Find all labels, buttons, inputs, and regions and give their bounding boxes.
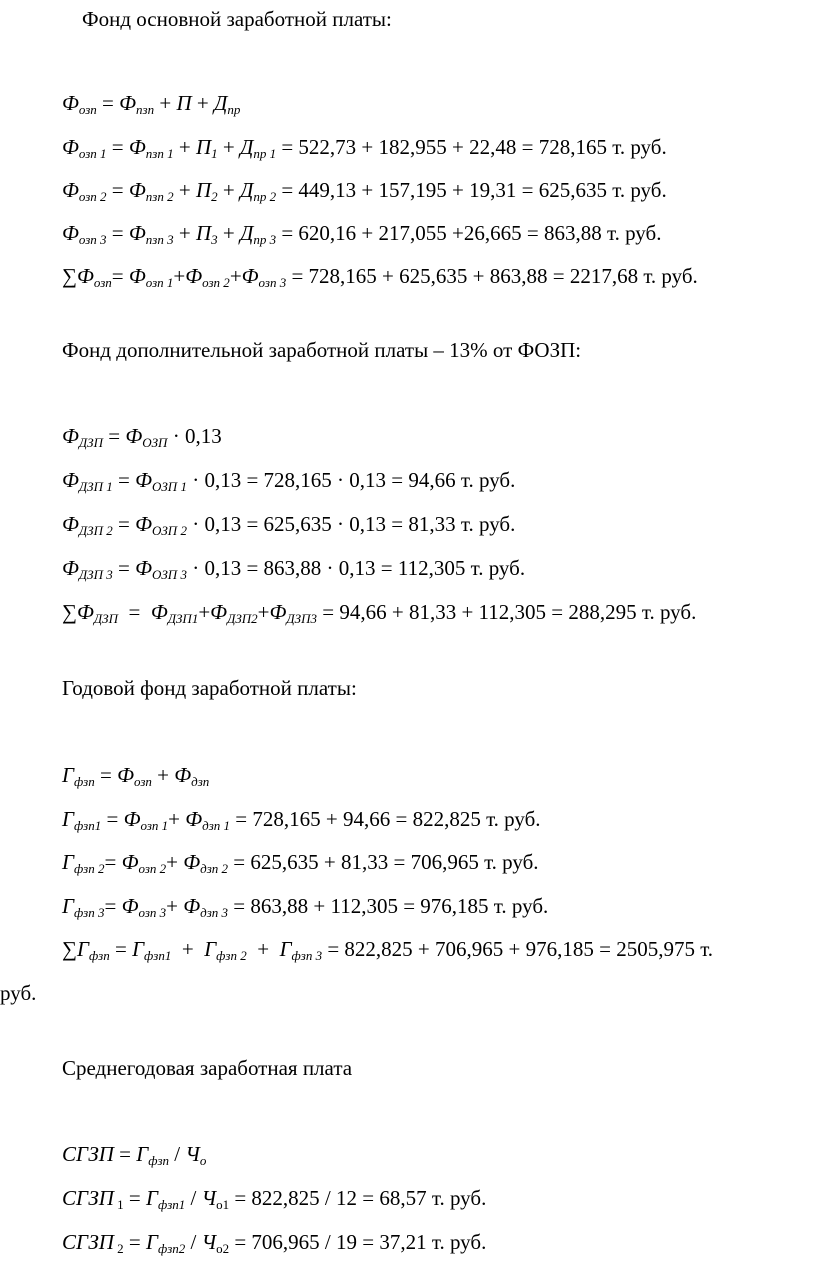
formula-part: / <box>185 1230 202 1254</box>
formula-part: озп 2 <box>138 861 167 876</box>
formula-part: СГЗП <box>62 1230 114 1254</box>
formula-line <box>62 555 525 581</box>
formula-part: Ф <box>62 424 79 448</box>
formula-part: Д <box>213 91 228 115</box>
formula-part: + <box>166 850 184 874</box>
formula-part: Ф <box>241 264 259 288</box>
formula-part: = 620,16 + 217,055 +26,665 = 863,88 т. руб. <box>276 221 662 245</box>
formula-part: фзп 3 <box>73 905 105 920</box>
formula-part: фзп2 <box>157 1241 186 1256</box>
formula-part: = <box>112 556 136 580</box>
formula-part: Ф <box>121 894 139 918</box>
formula-part: / <box>169 1142 186 1166</box>
formula-line <box>62 893 548 919</box>
formula-part: ДЗП2 <box>227 611 258 626</box>
formula-part: · 0,13 <box>167 424 222 448</box>
formula-part: = 449,13 + 157,195 + 19,31 = 625,635 т. руб. <box>276 178 667 202</box>
formula-part: + <box>217 221 240 245</box>
formula-part: пр 1 <box>253 146 277 161</box>
formula-part: озп <box>93 275 112 290</box>
formula-part: фзп <box>88 948 110 963</box>
formula-part: ДЗП3 <box>286 611 318 626</box>
formula-part: Ф <box>123 807 141 831</box>
formula-part: + <box>229 264 242 288</box>
formula-line <box>62 467 515 493</box>
formula-part: = <box>106 135 129 159</box>
formula-part: Ф <box>125 424 143 448</box>
formula-line <box>62 263 698 289</box>
formula-part: = <box>96 91 120 115</box>
formula-part: фзп 2 <box>73 861 105 876</box>
formula-part: Ф <box>150 600 168 624</box>
formula-part: + <box>191 91 214 115</box>
formula-part: СГЗП <box>62 1186 114 1210</box>
formula-part: о2 <box>216 1241 230 1256</box>
formula-part: Г <box>146 1230 158 1254</box>
formula-part: = 863,88 + 112,305 = 976,185 т. руб. <box>228 894 549 918</box>
formula-part: ДЗП 3 <box>78 567 113 582</box>
formula-line <box>62 1185 486 1211</box>
formula-part: = <box>106 178 129 202</box>
formula-part: Ф <box>62 221 79 245</box>
formula-part: Ч <box>201 1230 217 1254</box>
formula-part: дзп 2 <box>200 861 229 876</box>
formula-part: Ф <box>185 807 203 831</box>
formula-part: = 728,165 + 625,635 + 863,88 = 2217,68 т. руб. <box>286 264 698 288</box>
formula-part: Ф <box>128 178 146 202</box>
formula-part: Ф <box>62 178 79 202</box>
formula-part: о <box>199 1153 207 1168</box>
formula-part: озп 3 <box>258 275 287 290</box>
formula-part: Ф <box>62 468 79 492</box>
formula-part: + <box>173 264 186 288</box>
formula-part: = <box>112 468 136 492</box>
formula-line <box>62 177 667 203</box>
formula-part: озп 1 <box>78 146 107 161</box>
formula-part: + <box>154 91 177 115</box>
formula-part: Ч <box>185 1142 200 1166</box>
formula-part: СГЗП <box>62 1142 114 1166</box>
formula-part: = 728,165 + 94,66 = 822,825 т. руб. <box>230 807 541 831</box>
formula-part: Ф <box>135 556 152 580</box>
formula-part: озп 3 <box>78 232 107 247</box>
formula-part: ОЗП <box>142 435 168 450</box>
formula-part: ДЗП 1 <box>78 479 113 494</box>
formula-line <box>62 90 240 116</box>
formula-part: + <box>217 135 240 159</box>
formula-part: Ф <box>210 600 228 624</box>
formula-part: Ф <box>117 763 134 787</box>
formula-part: фзп 2 <box>216 948 247 963</box>
formula-part: П <box>195 221 212 245</box>
formula-line <box>62 1229 486 1255</box>
formula-part: = <box>104 850 122 874</box>
formula-line <box>0 980 36 1006</box>
formula-part: = <box>112 512 136 536</box>
formula-part: Ф <box>76 264 94 288</box>
formula-part: Ф <box>62 91 79 115</box>
formula-part: о1 <box>216 1197 230 1212</box>
formula-part: = 706,965 / 19 = 37,21 т. руб. <box>229 1230 487 1254</box>
formula-part: озп <box>134 774 152 789</box>
formula-part: Ф <box>119 91 137 115</box>
formula-part: + <box>257 600 270 624</box>
formula-part: озп <box>78 102 97 117</box>
formula-part: · 0,13 = 625,635 · 0,13 = 81,33 т. руб. <box>186 512 516 536</box>
formula-line <box>62 849 539 875</box>
formula-part: + <box>173 221 196 245</box>
formula-part: ОЗП 3 <box>151 567 187 582</box>
formula-part: = <box>94 763 118 787</box>
formula-part: Д <box>239 221 254 245</box>
formula-part: Г <box>136 1142 149 1166</box>
formula-part: 3 <box>211 232 218 247</box>
formula-part: Ф <box>76 600 94 624</box>
formula-part: Ф <box>128 221 146 245</box>
section-heading: Годовой фонд заработной платы: <box>62 676 357 700</box>
formula-part: = <box>103 424 126 448</box>
formula-part: ДЗП 2 <box>78 523 113 538</box>
formula-part: фзп1 <box>144 948 172 963</box>
section-heading: Фонд основной заработной платы: <box>82 7 392 31</box>
formula-part: пр 3 <box>253 232 277 247</box>
formula-part: Г <box>62 763 74 787</box>
formula-part: Г <box>204 937 217 961</box>
formula-line <box>62 599 696 625</box>
formula-part: пр 2 <box>253 189 277 204</box>
formula-part: дзп 3 <box>200 905 229 920</box>
formula-part: ОЗП 1 <box>151 479 187 494</box>
formula-part: Г <box>62 807 74 831</box>
formula-part: = <box>106 221 129 245</box>
formula-part: = <box>104 894 122 918</box>
formula-line <box>62 423 222 449</box>
formula-part: Г <box>279 937 292 961</box>
formula-part: Г <box>76 937 89 961</box>
formula-part: озп 2 <box>78 189 107 204</box>
formula-line <box>62 936 713 962</box>
formula-part: П <box>176 91 192 115</box>
formula-part: пзп 1 <box>145 146 174 161</box>
formula-part: ДЗП1 <box>167 611 199 626</box>
formula-part: фзп <box>148 1153 170 1168</box>
formula-part: 1 <box>113 1197 124 1212</box>
formula-line <box>62 762 209 788</box>
formula-part: + <box>198 600 211 624</box>
formula-part: озп 3 <box>138 905 167 920</box>
formula-part: = <box>123 1186 147 1210</box>
formula-part: = 822,825 + 706,965 + 976,185 = 2505,975 т. <box>322 937 714 961</box>
formula-part: Ф <box>62 556 79 580</box>
formula-part: Ф <box>269 600 287 624</box>
formula-line <box>62 806 541 832</box>
formula-part: Ф <box>183 894 201 918</box>
formula-part: = <box>101 807 124 831</box>
formula-part: фзп1 <box>73 818 102 833</box>
section-heading: Фонд дополнительной заработной платы – 13% от ФОЗП: <box>62 338 582 362</box>
formula-part: пзп <box>136 102 155 117</box>
formula-part: ДЗП <box>93 611 118 626</box>
formula-line <box>62 134 667 160</box>
formula-part: дзп 1 <box>202 818 231 833</box>
formula-part: + <box>173 178 196 202</box>
formula-part: дзп <box>191 774 210 789</box>
formula-part: озп 2 <box>202 275 230 290</box>
formula-part: Ф <box>62 135 79 159</box>
formula-part: ∑ <box>62 600 77 624</box>
formula-part: озп 1 <box>145 275 174 290</box>
formula-part: Ф <box>135 468 152 492</box>
section-heading: Среднегодовая заработная плата <box>62 1056 353 1080</box>
formula-part: фзп 3 <box>291 948 323 963</box>
formula-part: + <box>166 894 184 918</box>
formula-part: Г <box>62 894 74 918</box>
formula-part: = 822,825 / 12 = 68,57 т. руб. <box>229 1186 487 1210</box>
formula-part: Д <box>239 178 254 202</box>
formula-part: ДЗП <box>78 435 103 450</box>
formula-line <box>62 1141 206 1167</box>
formula-part: + <box>217 178 240 202</box>
formula-part: = <box>123 1230 147 1254</box>
formula-part: = 522,73 + 182,955 + 22,48 = 728,165 т. руб. <box>276 135 667 159</box>
formula-part: / <box>185 1186 202 1210</box>
formula-part: = 94,66 + 81,33 + 112,305 = 288,295 т. руб. <box>317 600 697 624</box>
formula-part: Г <box>62 850 74 874</box>
formula-part: Г <box>132 937 145 961</box>
formula-part: + <box>151 763 175 787</box>
formula-part: ОЗП 2 <box>151 523 187 538</box>
formula-part: + <box>168 807 186 831</box>
formula-part: · 0,13 = 728,165 · 0,13 = 94,66 т. руб. <box>186 468 516 492</box>
formula-line <box>62 511 515 537</box>
formula-part: 2 <box>113 1241 124 1256</box>
formula-part: Д <box>239 135 254 159</box>
formula-part: П <box>195 178 212 202</box>
formula-line <box>62 220 661 246</box>
formula-part: Г <box>146 1186 158 1210</box>
formula-part: · 0,13 = 863,88 · 0,13 = 112,305 т. руб. <box>186 556 526 580</box>
formula-part: пр <box>227 102 241 117</box>
formula-part: = <box>117 600 151 624</box>
formula-part: озп 1 <box>140 818 169 833</box>
formula-part: Ф <box>128 264 146 288</box>
formula-part: + <box>173 135 196 159</box>
formula-part: Ф <box>62 512 79 536</box>
formula-part: руб. <box>0 981 37 1005</box>
formula-part: Ф <box>121 850 139 874</box>
formula-part: ∑ <box>62 937 77 961</box>
formula-part: = <box>111 264 129 288</box>
formula-part: 1 <box>211 146 218 161</box>
formula-part: 2 <box>211 189 218 204</box>
formula-part: = <box>109 937 133 961</box>
formula-part: Ф <box>185 264 203 288</box>
formula-part: Ф <box>183 850 201 874</box>
formula-part: + <box>171 937 205 961</box>
formula-part: Ф <box>128 135 146 159</box>
formula-part: пзп 2 <box>145 189 174 204</box>
formula-part: фзп1 <box>157 1197 186 1212</box>
formula-part: = 625,635 + 81,33 = 706,965 т. руб. <box>228 850 539 874</box>
formula-part: Ф <box>135 512 152 536</box>
formula-part: фзп <box>73 774 95 789</box>
formula-part: пзп 3 <box>145 232 174 247</box>
formula-part: Ч <box>201 1186 217 1210</box>
formula-part: П <box>195 135 212 159</box>
formula-part: ∑ <box>62 264 77 288</box>
formula-part: + <box>246 937 280 961</box>
formula-part: = <box>113 1142 137 1166</box>
formula-part: Ф <box>174 763 192 787</box>
